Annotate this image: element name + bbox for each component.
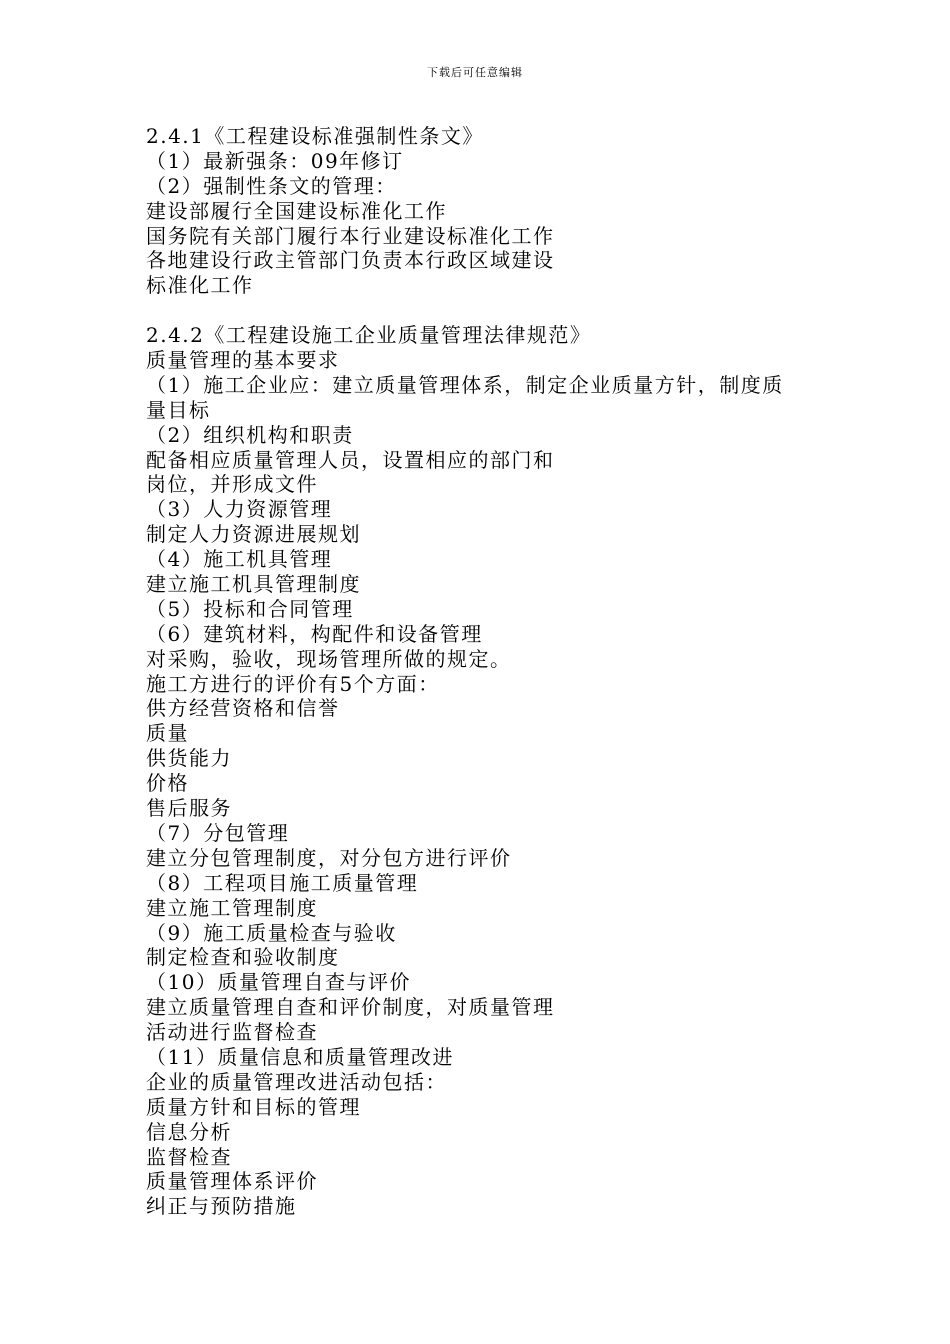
text-line: 质量管理体系评价 <box>146 1169 318 1194</box>
text-line: 制定人力资源进展规划 <box>146 522 361 547</box>
text-line: 质量 <box>146 721 189 746</box>
text-line: （3）人力资源管理 <box>146 497 333 522</box>
text-line: 各地建设行政主管部门负责本行政区域建设 <box>146 248 555 273</box>
text-line: 售后服务 <box>146 796 232 821</box>
text-line: 供方经营资格和信誉 <box>146 696 340 721</box>
text-line: （9）施工质量检查与验收 <box>146 920 397 945</box>
text-line: 配备相应质量管理人员，设置相应的部门和 <box>146 447 555 472</box>
text-line: （1）施工企业应：建立质量管理体系，制定企业质量方针，制度质 <box>146 372 784 397</box>
text-line: 监督检查 <box>146 1144 232 1169</box>
text-line: 价格 <box>146 771 189 796</box>
section-heading: 2.4.1《工程建设标准强制性条文》 <box>146 124 484 148</box>
text-line: 供货能力 <box>146 746 232 771</box>
section-spacer <box>146 298 816 323</box>
text-line: 对采购，验收，现场管理所做的规定。 <box>146 646 512 671</box>
text-line: （11）质量信息和质量管理改进 <box>146 1044 454 1069</box>
text-line: （2）强制性条文的管理： <box>146 173 397 198</box>
text-line: 岗位，并形成文件 <box>146 472 318 497</box>
text-line: （2）组织机构和职责 <box>146 422 354 447</box>
page-header-note: 下载后可任意编辑 <box>427 66 523 79</box>
section-mandatory-provisions <box>146 124 816 298</box>
text-line: 建立施工管理制度 <box>146 895 318 920</box>
text-line: 质量管理的基本要求 <box>146 348 340 373</box>
document-body <box>146 124 816 1219</box>
text-line: 建立质量管理自查和评价制度，对质量管理 <box>146 995 555 1020</box>
text-line: 量目标 <box>146 397 211 422</box>
text-line: （6）建筑材料，构配件和设备管理 <box>146 621 483 646</box>
text-line: （10）质量管理自查与评价 <box>146 970 411 995</box>
section-heading: 2.4.2《工程建设施工企业质量管理法律规范》 <box>146 323 592 348</box>
text-line: 信息分析 <box>146 1119 232 1144</box>
text-line: 制定检查和验收制度 <box>146 945 340 970</box>
text-line: 建设部履行全国建设标准化工作 <box>146 198 447 223</box>
text-line: （5）投标和合同管理 <box>146 596 354 621</box>
text-line: 建立分包管理制度，对分包方进行评价 <box>146 845 512 870</box>
text-line: 标准化工作 <box>146 273 254 298</box>
text-line: 质量方针和目标的管理 <box>146 1094 361 1119</box>
text-line: （4）施工机具管理 <box>146 547 333 572</box>
text-line: 纠正与预防措施 <box>146 1194 297 1219</box>
text-line: （8）工程项目施工质量管理 <box>146 870 419 895</box>
text-line: 企业的质量管理改进活动包括： <box>146 1069 447 1094</box>
text-line: 活动进行监督检查 <box>146 1020 318 1045</box>
text-line: 国务院有关部门履行本行业建设标准化工作 <box>146 223 555 248</box>
section-quality-management <box>146 323 816 1219</box>
text-line: 施工方进行的评价有5个方面： <box>146 671 440 696</box>
text-line: 建立施工机具管理制度 <box>146 572 361 597</box>
text-line: （7）分包管理 <box>146 820 290 845</box>
text-line: （1）最新强条：09年修订 <box>146 148 404 173</box>
